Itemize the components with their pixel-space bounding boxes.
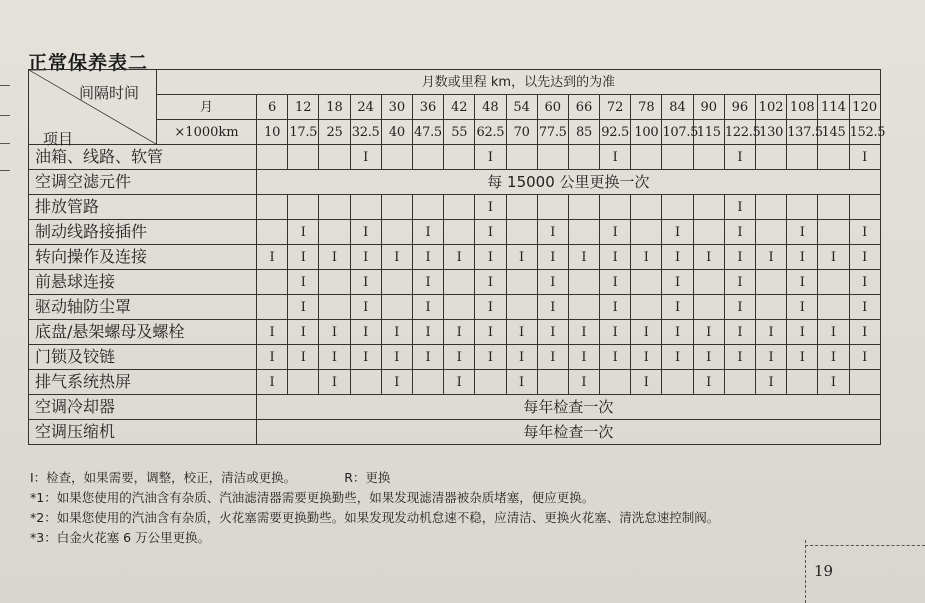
schedule-cell xyxy=(756,270,787,295)
month-label: 月 xyxy=(157,95,257,120)
schedule-cell xyxy=(288,195,319,220)
schedule-cell: I xyxy=(350,295,381,320)
schedule-cell xyxy=(381,270,412,295)
schedule-cell xyxy=(818,145,849,170)
schedule-cell: I xyxy=(631,370,662,395)
schedule-cell: I xyxy=(319,370,350,395)
schedule-cell: I xyxy=(662,270,693,295)
schedule-cell: I xyxy=(350,220,381,245)
table-row xyxy=(29,420,881,445)
item-label: 项目 xyxy=(43,130,74,148)
page-number: 19 xyxy=(814,562,834,580)
schedule-cell xyxy=(693,295,724,320)
month-value: 12 xyxy=(288,95,319,120)
interval-label: 间隔时间 xyxy=(79,84,140,102)
schedule-cell: I xyxy=(787,345,818,370)
table-row xyxy=(29,245,881,270)
legend-replace: R：更换 xyxy=(344,470,391,485)
schedule-cell xyxy=(818,295,849,320)
schedule-cell: I xyxy=(818,320,849,345)
schedule-cell: I xyxy=(412,295,443,320)
schedule-cell xyxy=(412,145,443,170)
schedule-cell: I xyxy=(600,320,631,345)
schedule-cell: I xyxy=(568,370,599,395)
km-value: 77.5 xyxy=(537,120,568,145)
schedule-cell xyxy=(849,370,880,395)
schedule-cell xyxy=(568,270,599,295)
schedule-cell xyxy=(600,370,631,395)
header-corner-cell xyxy=(29,70,157,148)
km-value: 55 xyxy=(444,120,475,145)
legend xyxy=(30,468,719,548)
table-row xyxy=(29,270,881,295)
footnote-3: *3：白金火花塞 6 万公里更换。 xyxy=(30,530,211,545)
schedule-cell: I xyxy=(506,245,537,270)
km-value: 85 xyxy=(568,120,599,145)
schedule-cell: I xyxy=(475,220,506,245)
schedule-cell: I xyxy=(631,345,662,370)
schedule-cell: I xyxy=(568,345,599,370)
schedule-cell: I xyxy=(631,320,662,345)
km-value: 122.5 xyxy=(724,120,755,145)
schedule-cell: I xyxy=(693,245,724,270)
schedule-cell: I xyxy=(444,245,475,270)
schedule-cell xyxy=(257,270,288,295)
schedule-cell xyxy=(662,145,693,170)
row-item-label: 制动线路接插件 xyxy=(29,220,257,245)
table-row xyxy=(29,170,881,195)
schedule-cell: I xyxy=(257,370,288,395)
month-value: 6 xyxy=(257,95,288,120)
km-value: 145 xyxy=(818,120,849,145)
month-value: 90 xyxy=(693,95,724,120)
table-row xyxy=(29,395,881,420)
table-row xyxy=(29,370,881,395)
schedule-cell xyxy=(787,195,818,220)
page-edge-dashed-horizontal xyxy=(805,545,925,546)
km-value: 62.5 xyxy=(475,120,506,145)
km-value: 137.5 xyxy=(787,120,818,145)
schedule-cell: I xyxy=(319,345,350,370)
schedule-cell xyxy=(818,220,849,245)
schedule-cell xyxy=(444,145,475,170)
footnote-1: *1：如果您使用的汽油含有杂质、汽油滤清器需要更换勤些，如果发现滤清器被杂质堵塞，便应更换。 xyxy=(30,490,595,505)
schedule-cell: I xyxy=(475,295,506,320)
schedule-cell xyxy=(381,220,412,245)
schedule-cell: I xyxy=(662,320,693,345)
month-value: 120 xyxy=(849,95,880,120)
month-value: 60 xyxy=(537,95,568,120)
schedule-cell: I xyxy=(662,345,693,370)
schedule-cell: I xyxy=(506,320,537,345)
schedule-cell xyxy=(631,195,662,220)
legend-line-1 xyxy=(30,468,719,488)
schedule-cell xyxy=(631,220,662,245)
km-value: 17.5 xyxy=(288,120,319,145)
km-value: 130 xyxy=(756,120,787,145)
schedule-cell xyxy=(257,220,288,245)
page-title: 正常保养表二 xyxy=(28,52,149,74)
schedule-cell xyxy=(350,370,381,395)
schedule-cell xyxy=(537,195,568,220)
schedule-cell: I xyxy=(257,320,288,345)
row-note: 每 15000 公里更换一次 xyxy=(257,170,881,195)
schedule-cell xyxy=(756,220,787,245)
schedule-cell xyxy=(506,270,537,295)
month-value: 72 xyxy=(600,95,631,120)
schedule-cell: I xyxy=(537,270,568,295)
schedule-cell xyxy=(444,195,475,220)
schedule-cell xyxy=(568,220,599,245)
schedule-cell xyxy=(506,220,537,245)
row-item-label: 油箱、线路、软管 xyxy=(29,145,257,170)
schedule-cell: I xyxy=(319,245,350,270)
schedule-cell: I xyxy=(849,145,880,170)
schedule-cell xyxy=(444,295,475,320)
schedule-cell xyxy=(506,295,537,320)
schedule-cell: I xyxy=(849,220,880,245)
month-value: 30 xyxy=(381,95,412,120)
schedule-cell xyxy=(849,195,880,220)
schedule-cell xyxy=(319,145,350,170)
schedule-cell: I xyxy=(381,245,412,270)
schedule-cell: I xyxy=(849,245,880,270)
schedule-cell: I xyxy=(506,370,537,395)
schedule-cell: I xyxy=(724,295,755,320)
schedule-cell: I xyxy=(475,320,506,345)
km-value: 70 xyxy=(506,120,537,145)
schedule-cell: I xyxy=(288,320,319,345)
schedule-cell xyxy=(537,370,568,395)
schedule-cell: I xyxy=(444,320,475,345)
legend-inspect: I：检查，如果需要，调整，校正，清洁或更换。 xyxy=(30,470,297,485)
schedule-cell xyxy=(506,145,537,170)
schedule-cell xyxy=(631,270,662,295)
month-value: 84 xyxy=(662,95,693,120)
schedule-cell xyxy=(319,295,350,320)
schedule-cell: I xyxy=(288,345,319,370)
row-item-label: 门锁及铰链 xyxy=(29,345,257,370)
schedule-cell xyxy=(350,195,381,220)
schedule-cell: I xyxy=(724,320,755,345)
schedule-cell: I xyxy=(662,220,693,245)
km-value: 107.5 xyxy=(662,120,693,145)
schedule-cell: I xyxy=(756,345,787,370)
schedule-cell: I xyxy=(475,345,506,370)
schedule-cell: I xyxy=(537,345,568,370)
row-note: 每年检查一次 xyxy=(257,420,881,445)
schedule-cell: I xyxy=(568,320,599,345)
schedule-cell: I xyxy=(724,345,755,370)
schedule-cell xyxy=(257,195,288,220)
row-item-label: 底盘/悬架螺母及螺栓 xyxy=(29,320,257,345)
schedule-cell: I xyxy=(288,245,319,270)
footnote-2: *2：如果您使用的汽油含有杂质，火花塞需要更换勤些。如果发现发动机怠速不稳，应清洁、更换火花塞、清洗怠速控制阀。 xyxy=(30,510,720,525)
schedule-cell: I xyxy=(288,295,319,320)
schedule-cell: I xyxy=(631,245,662,270)
schedule-cell: I xyxy=(756,320,787,345)
schedule-cell xyxy=(631,145,662,170)
schedule-cell: I xyxy=(600,270,631,295)
table-row xyxy=(29,145,881,170)
schedule-cell xyxy=(444,220,475,245)
schedule-cell xyxy=(288,145,319,170)
table-row xyxy=(29,195,881,220)
schedule-cell xyxy=(319,195,350,220)
schedule-cell xyxy=(537,145,568,170)
schedule-cell xyxy=(319,270,350,295)
schedule-cell xyxy=(412,195,443,220)
schedule-cell: I xyxy=(724,220,755,245)
row-item-label: 空调冷却器 xyxy=(29,395,257,420)
schedule-cell: I xyxy=(412,245,443,270)
schedule-cell: I xyxy=(693,320,724,345)
schedule-cell: I xyxy=(350,245,381,270)
month-value: 42 xyxy=(444,95,475,120)
schedule-cell: I xyxy=(849,345,880,370)
schedule-cell xyxy=(693,220,724,245)
schedule-cell xyxy=(568,195,599,220)
row-item-label: 驱动轴防尘罩 xyxy=(29,295,257,320)
schedule-cell: I xyxy=(257,245,288,270)
schedule-cell xyxy=(756,295,787,320)
schedule-cell: I xyxy=(756,245,787,270)
schedule-cell: I xyxy=(537,220,568,245)
row-note: 每年检查一次 xyxy=(257,395,881,420)
schedule-cell: I xyxy=(350,320,381,345)
schedule-cell xyxy=(412,370,443,395)
km-value: 92.5 xyxy=(600,120,631,145)
km-value: 40 xyxy=(381,120,412,145)
page-edge-dashed-vertical xyxy=(805,540,806,603)
schedule-cell: I xyxy=(600,145,631,170)
row-item-label: 空调压缩机 xyxy=(29,420,257,445)
schedule-cell xyxy=(568,295,599,320)
schedule-cell: I xyxy=(288,220,319,245)
schedule-cell xyxy=(818,195,849,220)
schedule-cell: I xyxy=(724,245,755,270)
schedule-cell: I xyxy=(849,295,880,320)
schedule-cell xyxy=(787,145,818,170)
month-value: 102 xyxy=(756,95,787,120)
row-item-label: 排气系统热屏 xyxy=(29,370,257,395)
schedule-cell: I xyxy=(475,270,506,295)
schedule-cell: I xyxy=(818,245,849,270)
schedule-cell: I xyxy=(600,345,631,370)
schedule-cell: I xyxy=(787,320,818,345)
month-value: 96 xyxy=(724,95,755,120)
schedule-cell: I xyxy=(787,245,818,270)
schedule-cell xyxy=(818,270,849,295)
schedule-cell: I xyxy=(319,320,350,345)
schedule-cell xyxy=(257,295,288,320)
schedule-cell: I xyxy=(257,345,288,370)
schedule-cell: I xyxy=(475,195,506,220)
month-value: 114 xyxy=(818,95,849,120)
schedule-cell xyxy=(568,145,599,170)
row-item-label: 前悬球连接 xyxy=(29,270,257,295)
schedule-cell xyxy=(693,145,724,170)
schedule-cell: I xyxy=(662,295,693,320)
schedule-cell: I xyxy=(412,320,443,345)
row-item-label: 空调空滤元件 xyxy=(29,170,257,195)
month-value: 78 xyxy=(631,95,662,120)
schedule-cell: I xyxy=(724,145,755,170)
schedule-cell xyxy=(475,370,506,395)
schedule-cell: I xyxy=(475,245,506,270)
schedule-cell xyxy=(662,195,693,220)
schedule-cell: I xyxy=(600,220,631,245)
schedule-cell xyxy=(631,295,662,320)
km-value: 47.5 xyxy=(412,120,443,145)
km-label: ×1000km xyxy=(157,120,257,145)
schedule-cell: I xyxy=(818,370,849,395)
km-value: 10 xyxy=(257,120,288,145)
schedule-cell: I xyxy=(662,245,693,270)
schedule-cell xyxy=(319,220,350,245)
schedule-cell: I xyxy=(381,370,412,395)
schedule-cell: I xyxy=(350,145,381,170)
schedule-cell: I xyxy=(537,295,568,320)
km-value: 115 xyxy=(693,120,724,145)
schedule-cell: I xyxy=(350,270,381,295)
km-value: 100 xyxy=(631,120,662,145)
km-value: 25 xyxy=(319,120,350,145)
schedule-cell: I xyxy=(381,345,412,370)
month-value: 66 xyxy=(568,95,599,120)
schedule-cell: I xyxy=(787,295,818,320)
interval-span-title: 月数或里程 km，以先达到的为准 xyxy=(157,70,881,95)
km-value: 152.5 xyxy=(849,120,880,145)
row-item-label: 转向操作及连接 xyxy=(29,245,257,270)
table-row xyxy=(29,320,881,345)
table-row xyxy=(29,220,881,245)
month-value: 48 xyxy=(475,95,506,120)
prev-page-edge xyxy=(0,85,10,195)
schedule-cell xyxy=(257,145,288,170)
month-value: 108 xyxy=(787,95,818,120)
schedule-cell: I xyxy=(506,345,537,370)
schedule-cell xyxy=(693,270,724,295)
schedule-cell xyxy=(693,195,724,220)
schedule-cell: I xyxy=(756,370,787,395)
schedule-cell xyxy=(444,270,475,295)
schedule-cell: I xyxy=(381,320,412,345)
table-row xyxy=(29,345,881,370)
month-value: 24 xyxy=(350,95,381,120)
month-value: 18 xyxy=(319,95,350,120)
schedule-cell: I xyxy=(350,345,381,370)
schedule-cell: I xyxy=(787,270,818,295)
month-value: 54 xyxy=(506,95,537,120)
schedule-cell: I xyxy=(412,270,443,295)
schedule-cell: I xyxy=(818,345,849,370)
schedule-cell xyxy=(787,370,818,395)
schedule-cell xyxy=(662,370,693,395)
schedule-cell: I xyxy=(724,195,755,220)
schedule-cell: I xyxy=(288,270,319,295)
row-item-label: 排放管路 xyxy=(29,195,257,220)
schedule-cell: I xyxy=(444,345,475,370)
header-row-1 xyxy=(29,70,881,95)
schedule-cell: I xyxy=(724,270,755,295)
schedule-cell: I xyxy=(693,345,724,370)
schedule-cell xyxy=(288,370,319,395)
schedule-cell: I xyxy=(849,270,880,295)
km-value: 32.5 xyxy=(350,120,381,145)
schedule-cell: I xyxy=(568,245,599,270)
schedule-cell xyxy=(756,195,787,220)
schedule-cell: I xyxy=(693,370,724,395)
schedule-cell xyxy=(600,195,631,220)
schedule-cell xyxy=(381,195,412,220)
maintenance-table xyxy=(28,69,886,445)
schedule-cell: I xyxy=(412,345,443,370)
schedule-cell: I xyxy=(412,220,443,245)
schedule-cell: I xyxy=(475,145,506,170)
schedule-cell: I xyxy=(600,245,631,270)
schedule-cell: I xyxy=(537,245,568,270)
schedule-cell: I xyxy=(444,370,475,395)
schedule-cell xyxy=(381,295,412,320)
schedule-cell xyxy=(724,370,755,395)
schedule-cell: I xyxy=(787,220,818,245)
month-value: 36 xyxy=(412,95,443,120)
schedule-cell xyxy=(756,145,787,170)
schedule-cell: I xyxy=(537,320,568,345)
table-row xyxy=(29,295,881,320)
schedule-cell xyxy=(506,195,537,220)
schedule-cell xyxy=(381,145,412,170)
schedule-cell: I xyxy=(849,320,880,345)
schedule-cell: I xyxy=(600,295,631,320)
